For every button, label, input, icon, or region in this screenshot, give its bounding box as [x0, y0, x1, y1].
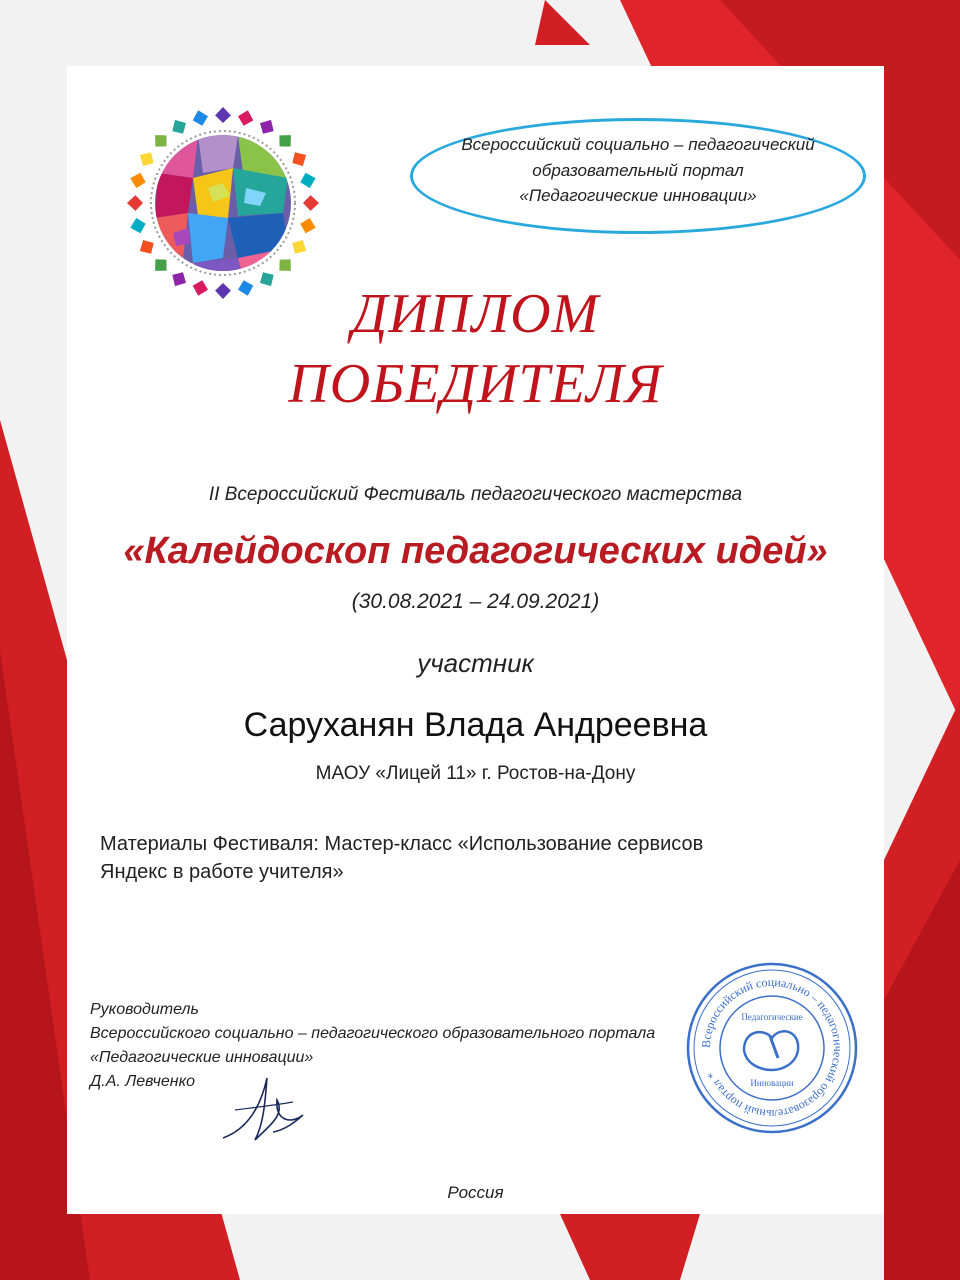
logo-ray [127, 195, 143, 211]
head-organization: Всероссийского социально – педагогического образовательного портала [90, 1025, 656, 1042]
logo-ray [292, 152, 306, 166]
recipient-name: Саруханян Влада Андреевна [243, 706, 708, 744]
logo-ray [260, 120, 274, 134]
logo-ray [279, 259, 291, 271]
logo-ray [172, 120, 186, 134]
portal-name-line-2: образовательный портал [532, 161, 744, 180]
logo-ray [279, 135, 291, 147]
festival-materials-line-1: Материалы Фестиваля: Мастер-класс «Использование сервисов [100, 833, 704, 855]
logo-ray [238, 110, 253, 125]
svg-text:Всероссийский социально – педа [699, 975, 845, 1121]
logo-ray [300, 173, 315, 188]
logo-ray [303, 195, 319, 211]
diploma-title-line-1: ДИПЛОМ [351, 283, 600, 345]
logo-ray [215, 107, 231, 123]
portal-name-line-3: «Педагогические инновации» [519, 186, 757, 205]
logo-ray [155, 135, 167, 147]
head-title: Руководитель [90, 1001, 199, 1018]
signature [215, 1070, 315, 1150]
logo-ray [155, 259, 167, 271]
country: Россия [447, 1183, 504, 1202]
logo-ray [193, 110, 208, 125]
festival-subtitle: II Всероссийский Фестиваль педагогического мастерства [208, 484, 743, 505]
festival-materials-line-2: Яндекс в работе учителя» [100, 861, 344, 883]
portal-seal [682, 958, 862, 1138]
logo-ray [130, 218, 145, 233]
seal-bottom-label: Инновации [750, 1078, 794, 1088]
logo-ray [140, 240, 154, 254]
logo-ray [300, 218, 315, 233]
head-name: Д.А. Левченко [90, 1073, 196, 1090]
head-portal-name: «Педагогические инновации» [90, 1049, 314, 1066]
portal-name-line-1: Всероссийский социально – педагогический [461, 135, 815, 154]
logo-ray [130, 173, 145, 188]
kaleidoscope-logo [118, 98, 328, 308]
diploma-title-line-2: ПОБЕДИТЕЛЯ [288, 353, 663, 415]
festival-name: «Калейдоскоп педагогических идей» [123, 530, 828, 572]
recipient-role: участник [417, 648, 534, 678]
logo-ray [140, 152, 154, 166]
recipient-school: МАОУ «Лицей 11» г. Ростов-на-Дону [315, 763, 636, 784]
seal-top-label: Педагогические [741, 1012, 803, 1022]
seal-ring-text: Всероссийский социально – педагогический образовательный портал * [698, 974, 846, 1122]
festival-dates: (30.08.2021 – 24.09.2021) [351, 590, 600, 613]
logo-ray [292, 240, 306, 254]
